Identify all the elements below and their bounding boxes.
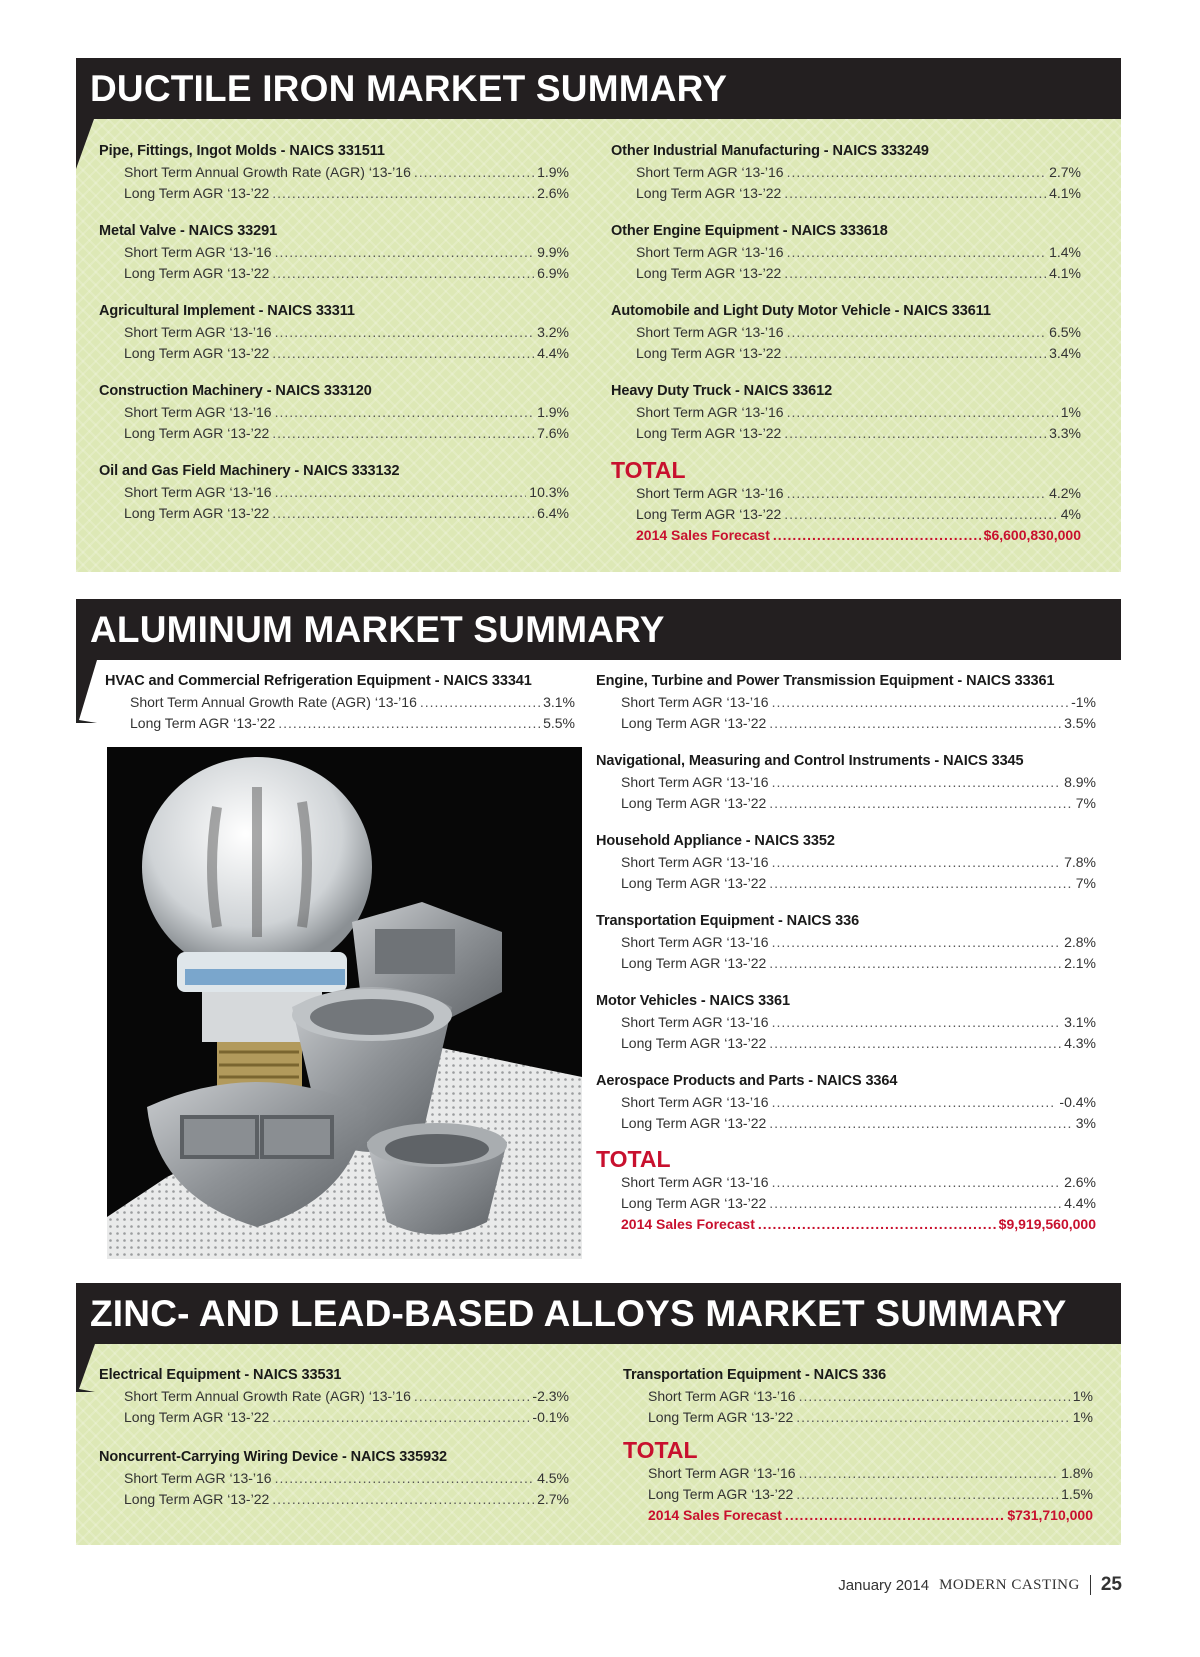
row-label: Long Term AGR ‘13-’22 bbox=[124, 425, 270, 441]
growth-row bbox=[611, 322, 1081, 343]
row-value: 6.4% bbox=[537, 505, 569, 521]
row-label: Short Term AGR ‘13-’16 bbox=[636, 404, 784, 420]
aluminum-section bbox=[76, 599, 1121, 1282]
category-group bbox=[99, 461, 569, 524]
row-label: Long Term AGR ‘13-’22 bbox=[636, 506, 782, 522]
row-value: $9,919,560,000 bbox=[998, 1216, 1096, 1232]
zinc-lead-title: ZINC- AND LEAD-BASED ALLOYS MARKET SUMMARY bbox=[76, 1283, 1121, 1344]
growth-row bbox=[596, 1092, 1096, 1113]
row-value: 2.1% bbox=[1064, 955, 1096, 971]
growth-row bbox=[596, 692, 1096, 713]
category-title: Household Appliance - NAICS 3352 bbox=[596, 833, 835, 849]
growth-row bbox=[99, 1468, 569, 1489]
row-label: Long Term AGR ‘13-’22 bbox=[124, 345, 270, 361]
row-value: -1% bbox=[1071, 694, 1096, 710]
page-footer bbox=[838, 1574, 1122, 1596]
category-group bbox=[596, 671, 1096, 734]
row-label: 2014 Sales Forecast bbox=[636, 527, 770, 543]
issue-date: January 2014 bbox=[838, 1576, 930, 1594]
growth-row bbox=[596, 932, 1096, 953]
aluminum-title: ALUMINUM MARKET SUMMARY bbox=[76, 599, 1121, 660]
growth-row bbox=[611, 402, 1081, 423]
growth-row bbox=[99, 242, 569, 263]
growth-row bbox=[623, 1463, 1093, 1484]
row-value: 7% bbox=[1075, 875, 1096, 891]
growth-row bbox=[99, 263, 569, 284]
row-value: 4% bbox=[1060, 506, 1081, 522]
category-title: Automobile and Light Duty Motor Vehicle - NAICS 33611 bbox=[611, 303, 991, 319]
row-value: 6.9% bbox=[537, 265, 569, 281]
category-title: Navigational, Measuring and Control Instruments - NAICS 3345 bbox=[596, 753, 1024, 769]
row-label: Long Term AGR ‘13-’22 bbox=[621, 875, 767, 891]
row-label: 2014 Sales Forecast bbox=[648, 1507, 782, 1523]
row-value: 4.4% bbox=[1064, 1195, 1096, 1211]
growth-row bbox=[611, 343, 1081, 364]
category-group bbox=[611, 221, 1081, 284]
growth-row bbox=[596, 772, 1096, 793]
row-label: Long Term AGR ‘13-’22 bbox=[636, 425, 782, 441]
total-group bbox=[623, 1437, 1093, 1526]
row-value: 2.7% bbox=[1049, 164, 1081, 180]
growth-row bbox=[596, 713, 1096, 734]
row-label: Short Term AGR ‘13-’16 bbox=[636, 324, 784, 340]
row-value: 2.8% bbox=[1064, 934, 1096, 950]
category-group bbox=[623, 1365, 1093, 1428]
growth-row bbox=[99, 343, 569, 364]
row-label: Short Term AGR ‘13-’16 bbox=[636, 244, 784, 260]
growth-row bbox=[596, 1172, 1096, 1193]
row-value: 1% bbox=[1072, 1388, 1093, 1404]
row-label: Short Term AGR ‘13-’16 bbox=[124, 324, 272, 340]
category-title: Oil and Gas Field Machinery - NAICS 333132 bbox=[99, 463, 400, 479]
row-value: 2.6% bbox=[1064, 1174, 1096, 1190]
growth-row bbox=[596, 1193, 1096, 1214]
row-label: Long Term AGR ‘13-’22 bbox=[130, 715, 276, 731]
growth-row bbox=[596, 852, 1096, 873]
row-value: 4.1% bbox=[1049, 185, 1081, 201]
growth-row bbox=[99, 503, 569, 524]
row-label: Long Term AGR ‘13-’22 bbox=[124, 1491, 270, 1507]
row-value: 7.6% bbox=[537, 425, 569, 441]
row-value: 6.5% bbox=[1049, 324, 1081, 340]
row-label: Short Term AGR ‘13-’16 bbox=[621, 1094, 769, 1110]
row-value: 3.1% bbox=[1064, 1014, 1096, 1030]
category-title: Noncurrent-Carrying Wiring Device - NAICS 335932 bbox=[99, 1449, 448, 1465]
row-label: Short Term AGR ‘13-’16 bbox=[636, 164, 784, 180]
category-group bbox=[99, 301, 569, 364]
category-title: Pipe, Fittings, Ingot Molds - NAICS 331511 bbox=[99, 143, 385, 159]
growth-row bbox=[99, 1489, 569, 1510]
row-label: Short Term AGR ‘13-’16 bbox=[124, 484, 272, 500]
growth-row bbox=[596, 953, 1096, 974]
photo-illustration-icon bbox=[107, 747, 582, 1259]
row-value: -2.3% bbox=[532, 1388, 569, 1404]
row-label: Short Term AGR ‘13-’16 bbox=[621, 854, 769, 870]
category-title: Metal Valve - NAICS 33291 bbox=[99, 223, 278, 239]
category-title: Other Engine Equipment - NAICS 333618 bbox=[611, 223, 888, 239]
ductile-iron-section bbox=[76, 58, 1121, 572]
growth-row bbox=[611, 162, 1081, 183]
row-label: Long Term AGR ‘13-’22 bbox=[621, 955, 767, 971]
total-group bbox=[596, 1146, 1096, 1235]
growth-row bbox=[99, 322, 569, 343]
growth-row bbox=[611, 263, 1081, 284]
row-label: Short Term AGR ‘13-’16 bbox=[648, 1465, 796, 1481]
row-label: Short Term AGR ‘13-’16 bbox=[636, 485, 784, 501]
growth-row bbox=[105, 692, 575, 713]
row-value: 1.9% bbox=[537, 164, 569, 180]
category-title: HVAC and Commercial Refrigeration Equipment - NAICS 33341 bbox=[105, 673, 532, 689]
row-value: 1.8% bbox=[1061, 1465, 1093, 1481]
category-group bbox=[596, 991, 1096, 1054]
row-value: 3.2% bbox=[537, 324, 569, 340]
total-group bbox=[611, 457, 1081, 546]
row-label: Long Term AGR ‘13-’22 bbox=[124, 505, 270, 521]
growth-row bbox=[99, 1386, 569, 1407]
row-value: $6,600,830,000 bbox=[983, 527, 1081, 543]
growth-row bbox=[99, 423, 569, 444]
category-group bbox=[611, 301, 1081, 364]
row-label: Short Term AGR ‘13-’16 bbox=[124, 404, 272, 420]
category-group bbox=[596, 751, 1096, 814]
growth-row bbox=[99, 482, 569, 503]
row-label: Long Term AGR ‘13-’22 bbox=[621, 1195, 767, 1211]
category-title: Agricultural Implement - NAICS 33311 bbox=[99, 303, 355, 319]
growth-row bbox=[99, 402, 569, 423]
row-value: 3% bbox=[1075, 1115, 1096, 1131]
row-label: Long Term AGR ‘13-’22 bbox=[648, 1486, 794, 1502]
row-value: 9.9% bbox=[537, 244, 569, 260]
growth-row bbox=[99, 183, 569, 204]
category-group bbox=[611, 141, 1081, 204]
row-label: Long Term AGR ‘13-’22 bbox=[636, 345, 782, 361]
row-value: 3.5% bbox=[1064, 715, 1096, 731]
row-value: $731,710,000 bbox=[1007, 1507, 1093, 1523]
row-value: 1.9% bbox=[537, 404, 569, 420]
category-group bbox=[611, 381, 1081, 444]
row-label: Long Term AGR ‘13-’22 bbox=[621, 715, 767, 731]
row-value: 2.7% bbox=[537, 1491, 569, 1507]
row-label: Long Term AGR ‘13-’22 bbox=[636, 185, 782, 201]
growth-row bbox=[611, 183, 1081, 204]
header-tab-shape bbox=[76, 1344, 95, 1392]
category-group bbox=[596, 831, 1096, 894]
sales-forecast-row bbox=[596, 1214, 1096, 1235]
category-title: Construction Machinery - NAICS 333120 bbox=[99, 383, 372, 399]
growth-row bbox=[596, 1033, 1096, 1054]
category-title: Electrical Equipment - NAICS 33531 bbox=[99, 1367, 342, 1383]
category-title: Other Industrial Manufacturing - NAICS 333249 bbox=[611, 143, 929, 159]
row-label: Short Term Annual Growth Rate (AGR) ‘13-’16 bbox=[124, 164, 411, 180]
category-group bbox=[99, 221, 569, 284]
row-label: Short Term Annual Growth Rate (AGR) ‘13-’16 bbox=[124, 1388, 411, 1404]
row-value: -0.1% bbox=[532, 1409, 569, 1425]
row-label: Long Term AGR ‘13-’22 bbox=[648, 1409, 794, 1425]
row-value: 8.9% bbox=[1064, 774, 1096, 790]
header-tab-shape bbox=[76, 119, 94, 169]
row-label: Long Term AGR ‘13-’22 bbox=[636, 265, 782, 281]
row-value: 1.4% bbox=[1049, 244, 1081, 260]
category-group bbox=[596, 1071, 1096, 1134]
category-group bbox=[99, 1447, 569, 1510]
row-label: Short Term AGR ‘13-’16 bbox=[621, 1014, 769, 1030]
row-label: Long Term AGR ‘13-’22 bbox=[621, 1035, 767, 1051]
category-group bbox=[99, 1365, 569, 1428]
row-value: 4.4% bbox=[537, 345, 569, 361]
row-value: 10.3% bbox=[529, 484, 569, 500]
ductile-iron-title: DUCTILE IRON MARKET SUMMARY bbox=[76, 58, 1121, 119]
growth-row bbox=[623, 1484, 1093, 1505]
growth-row bbox=[611, 242, 1081, 263]
category-group bbox=[105, 671, 575, 734]
category-group bbox=[99, 381, 569, 444]
row-label: 2014 Sales Forecast bbox=[621, 1216, 755, 1232]
category-title: Motor Vehicles - NAICS 3361 bbox=[596, 993, 790, 1009]
row-value: 5.5% bbox=[543, 715, 575, 731]
row-label: Short Term AGR ‘13-’16 bbox=[124, 1470, 272, 1486]
total-heading: TOTAL bbox=[623, 1437, 698, 1463]
growth-row bbox=[623, 1407, 1093, 1428]
total-heading: TOTAL bbox=[596, 1146, 671, 1172]
growth-row bbox=[611, 423, 1081, 444]
row-value: 2.6% bbox=[537, 185, 569, 201]
category-title: Engine, Turbine and Power Transmission Equipment - NAICS 33361 bbox=[596, 673, 1055, 689]
sales-forecast-row bbox=[611, 525, 1081, 546]
row-label: Short Term AGR ‘13-’16 bbox=[648, 1388, 796, 1404]
row-value: 7% bbox=[1075, 795, 1096, 811]
growth-row bbox=[611, 483, 1081, 504]
header-tab-shape bbox=[76, 660, 97, 723]
row-label: Short Term AGR ‘13-’16 bbox=[621, 774, 769, 790]
row-label: Short Term Annual Growth Rate (AGR) ‘13-’16 bbox=[130, 694, 417, 710]
row-value: 4.5% bbox=[537, 1470, 569, 1486]
row-value: 3.1% bbox=[543, 694, 575, 710]
row-label: Long Term AGR ‘13-’22 bbox=[124, 265, 270, 281]
growth-row bbox=[596, 1113, 1096, 1134]
row-value: 1% bbox=[1072, 1409, 1093, 1425]
category-title: Heavy Duty Truck - NAICS 33612 bbox=[611, 383, 833, 399]
growth-row bbox=[596, 873, 1096, 894]
category-title: Transportation Equipment - NAICS 336 bbox=[596, 913, 860, 929]
row-label: Long Term AGR ‘13-’22 bbox=[124, 1409, 270, 1425]
row-label: Short Term AGR ‘13-’16 bbox=[621, 1174, 769, 1190]
footer-divider bbox=[1090, 1575, 1091, 1595]
category-group bbox=[596, 911, 1096, 974]
category-title: Aerospace Products and Parts - NAICS 3364 bbox=[596, 1073, 898, 1089]
row-value: 7.8% bbox=[1064, 854, 1096, 870]
publication-name: MODERN CASTING bbox=[939, 1576, 1080, 1593]
row-value: 3.4% bbox=[1049, 345, 1081, 361]
growth-row bbox=[596, 1012, 1096, 1033]
growth-row bbox=[99, 1407, 569, 1428]
row-label: Long Term AGR ‘13-’22 bbox=[621, 1115, 767, 1131]
row-label: Short Term AGR ‘13-’16 bbox=[621, 694, 769, 710]
row-value: 4.2% bbox=[1049, 485, 1081, 501]
row-value: 1.5% bbox=[1061, 1486, 1093, 1502]
row-label: Short Term AGR ‘13-’16 bbox=[124, 244, 272, 260]
category-group bbox=[99, 141, 569, 204]
zinc-lead-section bbox=[76, 1283, 1121, 1545]
page-number: 25 bbox=[1100, 1574, 1122, 1595]
cast-aluminum-led-bulb-parts-photo bbox=[107, 747, 582, 1259]
row-value: 4.3% bbox=[1064, 1035, 1096, 1051]
row-label: Short Term AGR ‘13-’16 bbox=[621, 934, 769, 950]
total-heading: TOTAL bbox=[611, 457, 686, 483]
row-label: Long Term AGR ‘13-’22 bbox=[124, 185, 270, 201]
growth-row bbox=[596, 793, 1096, 814]
growth-row bbox=[611, 504, 1081, 525]
row-value: 1% bbox=[1060, 404, 1081, 420]
row-value: 4.1% bbox=[1049, 265, 1081, 281]
category-title: Transportation Equipment - NAICS 336 bbox=[623, 1367, 887, 1383]
growth-row bbox=[623, 1386, 1093, 1407]
row-value: -0.4% bbox=[1059, 1094, 1096, 1110]
growth-row bbox=[105, 713, 575, 734]
row-label: Long Term AGR ‘13-’22 bbox=[621, 795, 767, 811]
growth-row bbox=[99, 162, 569, 183]
row-value: 3.3% bbox=[1049, 425, 1081, 441]
sales-forecast-row bbox=[623, 1505, 1093, 1526]
